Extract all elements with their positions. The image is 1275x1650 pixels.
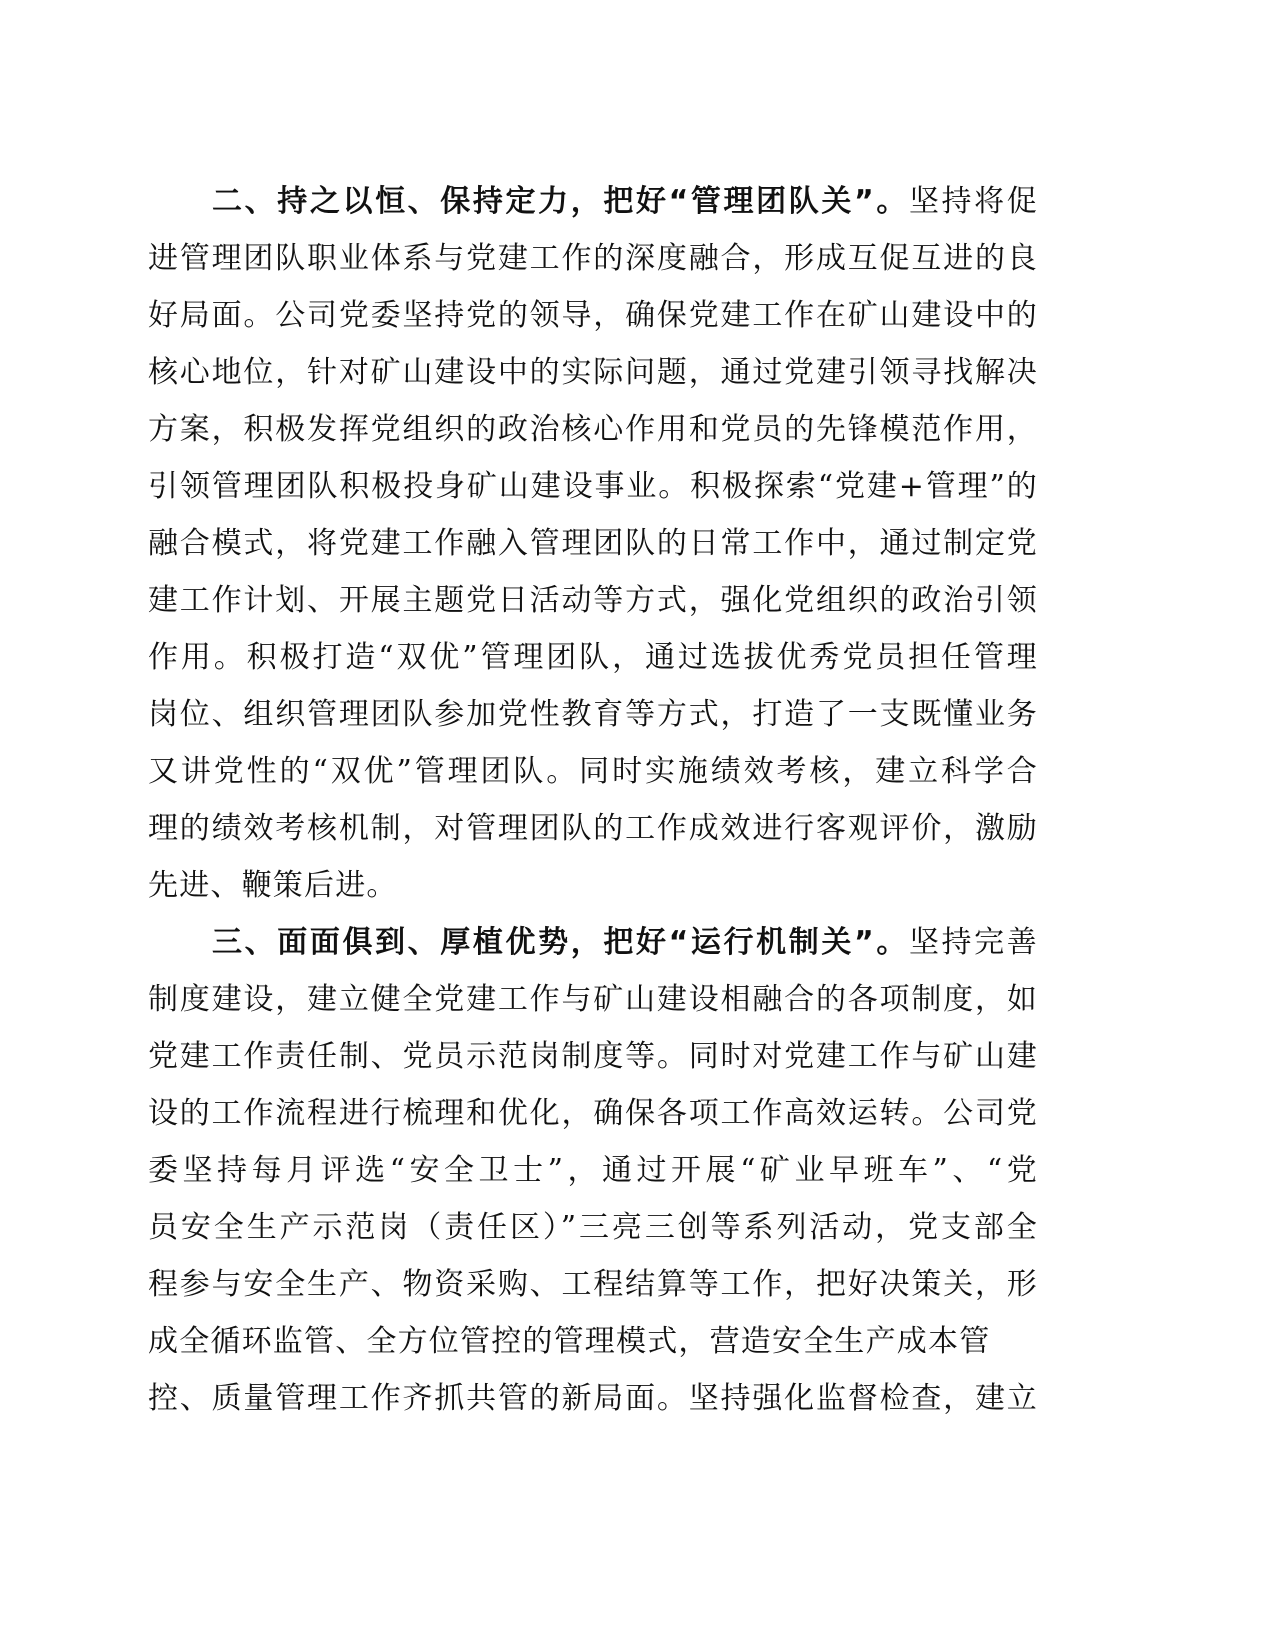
body-line: 员安全生产示范岗（责任区）”三亮三创等系列活动，党支部全 <box>148 1210 1038 1245</box>
body-line: 核心地位，针对矿山建设中的实际问题，通过党建引领寻找解决 <box>148 355 1038 390</box>
paragraph-operating-mechanism <box>148 914 1038 1427</box>
paragraph-first-line <box>148 173 1038 230</box>
body-line: 好局面。公司党委坚持党的领导，确保党建工作在矿山建设中的 <box>148 298 1038 333</box>
body-line: 程参与安全生产、物资采购、工程结算等工作，把好决策关，形 <box>148 1267 1038 1302</box>
body-line: 成全循环监管、全方位管控的管理模式，营造安全生产成本管 <box>148 1324 991 1359</box>
body-line: 制度建设，建立健全党建工作与矿山建设相融合的各项制度，如 <box>148 982 1038 1017</box>
body-line: 理的绩效考核机制，对管理团队的工作成效进行客观评价，激励 <box>148 811 1038 846</box>
body-line: 控、质量管理工作齐抓共管的新局面。坚持强化监督检查，建立 <box>148 1381 1038 1416</box>
body-line: 引领管理团队积极投身矿山建设事业。积极探索“党建+管理”的 <box>148 469 1038 504</box>
body-text: 坚持将促 <box>908 184 1038 219</box>
body-text: 坚持完善 <box>908 925 1038 960</box>
body-line: 设的工作流程进行梳理和优化，确保各项工作高效运转。公司党 <box>148 1096 1038 1131</box>
body-line: 委坚持每月评选“安全卫士”，通过开展“矿业早班车”、“党 <box>148 1153 1038 1188</box>
body-line: 作用。积极打造“双优”管理团队，通过选拔优秀党员担任管理 <box>148 640 1038 675</box>
paragraph-first-line <box>148 914 1038 971</box>
body-line: 融合模式，将党建工作融入管理团队的日常工作中，通过制定党 <box>148 526 1038 561</box>
body-line: 又讲党性的“双优”管理团队。同时实施绩效考核，建立科学合 <box>148 754 1038 789</box>
body-line: 岗位、组织管理团队参加党性教育等方式，打造了一支既懂业务 <box>148 697 1038 732</box>
body-line: 方案，积极发挥党组织的政治核心作用和党员的先锋模范作用， <box>148 412 1038 447</box>
body-line: 党建工作责任制、党员示范岗制度等。同时对党建工作与矿山建 <box>148 1039 1038 1074</box>
section-heading: 二、持之以恒、保持定力，把好“管理团队关”。 <box>212 184 909 219</box>
body-line: 进管理团队职业体系与党建工作的深度融合，形成互促互进的良 <box>148 241 1038 276</box>
document-page <box>148 173 1038 1427</box>
body-line-last: 先进、鞭策后进。 <box>148 868 398 903</box>
paragraph-management-team <box>148 173 1038 914</box>
section-heading: 三、面面俱到、厚植优势，把好“运行机制关”。 <box>212 925 909 960</box>
body-line: 建工作计划、开展主题党日活动等方式，强化党组织的政治引领 <box>148 583 1038 618</box>
